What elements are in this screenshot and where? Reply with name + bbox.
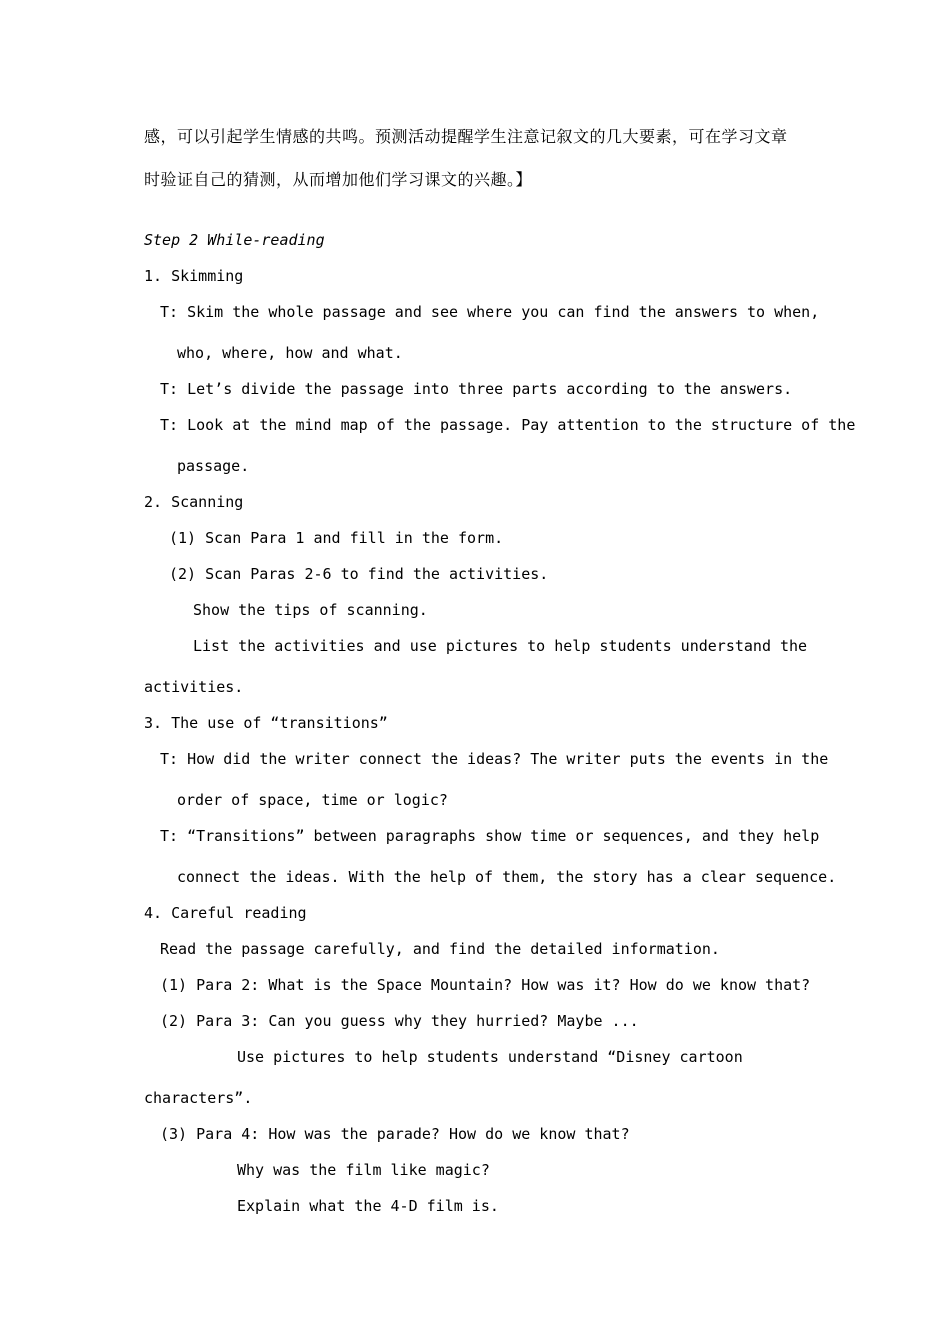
- transitions-t1-line-a: T: How did the writer connect the ideas? The writer puts the events in the: [160, 750, 829, 768]
- careful-para-2: (1) Para 2: What is the Space Mountain? How was it? How do we know that?: [160, 976, 811, 994]
- skimming-t1-line-a: T: Skim the whole passage and see where you can find the answers to when,: [160, 303, 820, 321]
- step-heading: Step 2 While-reading: [144, 231, 325, 249]
- careful-intro: Read the passage carefully, and find the detailed information.: [160, 940, 720, 958]
- careful-para-3: (2) Para 3: Can you guess why they hurried? Maybe ...: [160, 1012, 639, 1030]
- careful-para-3-note-a: Use pictures to help students understand “Disney cartoon: [237, 1048, 743, 1066]
- scanning-item-1: (1) Scan Para 1 and fill in the form.: [169, 529, 504, 547]
- skimming-t2: T: Let’s divide the passage into three parts according to the answers.: [160, 380, 793, 398]
- skimming-t1-line-b: who, where, how and what.: [177, 344, 403, 362]
- intro-line-2: 时验证自己的猜测，从而增加他们学习课文的兴趣。】: [144, 170, 533, 189]
- transitions-t2-line-b: connect the ideas. With the help of them, the story has a clear sequence.: [177, 868, 837, 886]
- skimming-t3-line-b: passage.: [177, 457, 250, 475]
- transitions-t1-line-b: order of space, time or logic?: [177, 791, 448, 809]
- scanning-item-2: (2) Scan Paras 2-6 to find the activities.: [169, 565, 549, 583]
- skimming-title: 1. Skimming: [144, 267, 244, 285]
- careful-title: 4. Careful reading: [144, 904, 307, 922]
- scanning-tips: Show the tips of scanning.: [193, 601, 428, 619]
- scanning-title: 2. Scanning: [144, 493, 244, 511]
- scanning-list-line-b: activities.: [144, 678, 244, 696]
- scanning-list-line-a: List the activities and use pictures to help students understand the: [193, 637, 808, 655]
- transitions-t2-line-a: T: “Transitions” between paragraphs show time or sequences, and they help: [160, 827, 820, 845]
- careful-para-4-question: Why was the film like magic?: [237, 1161, 490, 1179]
- careful-para-3-note-b: characters”.: [144, 1089, 253, 1107]
- transitions-title: 3. The use of “transitions”: [144, 714, 388, 732]
- intro-line-1: 感，可以引起学生情感的共鸣。预测活动提醒学生注意记叙文的几大要素，可在学习文章: [144, 127, 788, 146]
- careful-para-4-note: Explain what the 4-D film is.: [237, 1197, 499, 1215]
- careful-para-4: (3) Para 4: How was the parade? How do we know that?: [160, 1125, 630, 1143]
- skimming-t3-line-a: T: Look at the mind map of the passage. Pay attention to the structure of the: [160, 416, 856, 434]
